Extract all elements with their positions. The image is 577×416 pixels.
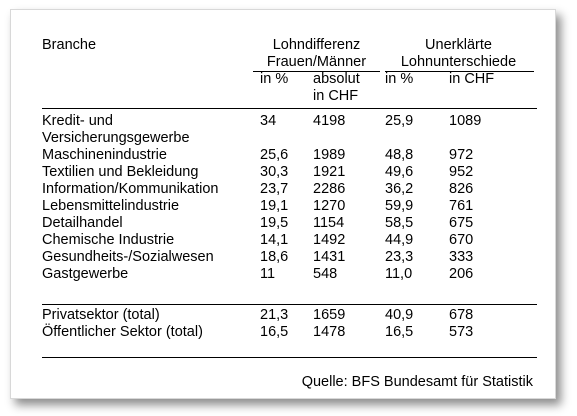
cell-branche: Maschinenindustrie [42, 147, 167, 163]
subheader-pct-1: in % [260, 71, 289, 87]
cell-abs: 1921 [313, 164, 346, 180]
header-frauen-maenner: Frauen/Männer [266, 54, 367, 70]
total-row [42, 324, 537, 341]
rule-under-lohndifferenz [253, 71, 380, 72]
cell-pct: 19,1 [260, 198, 289, 214]
cell-u-chf: 826 [449, 181, 474, 197]
cell-u-pct: 49,6 [385, 164, 414, 180]
table-row [42, 249, 537, 266]
cell-pct: 30,3 [260, 164, 289, 180]
wage-difference-table [42, 37, 537, 390]
header-row-2 [42, 54, 537, 71]
cell-abs: 1431 [313, 249, 346, 265]
cell-branche: Lebensmittelindustrie [42, 198, 180, 214]
total-row [42, 307, 537, 324]
cell-u-chf: 761 [449, 198, 474, 214]
table-row [42, 181, 537, 198]
subheader-row-1 [42, 71, 537, 88]
cell-u-chf: 206 [449, 266, 474, 282]
cell-branche: Textilien und Bekleidung [42, 164, 199, 180]
table-row [42, 198, 537, 215]
cell-branche: Privatsektor (total) [42, 307, 160, 323]
cell-u-pct: 16,5 [385, 324, 414, 340]
cell-u-chf: 952 [449, 164, 474, 180]
cell-abs: 548 [313, 266, 338, 282]
table-row [42, 113, 537, 147]
cell-u-chf: 1089 [449, 113, 482, 129]
table-row [42, 232, 537, 249]
subheader-row-2 [42, 88, 537, 105]
cell-pct: 14,1 [260, 232, 289, 248]
cell-pct: 19,5 [260, 215, 289, 231]
header-unerklaert: Unerklärte [425, 37, 492, 53]
cell-u-chf: 573 [449, 324, 474, 340]
cell-abs: 1492 [313, 232, 346, 248]
cell-u-pct: 40,9 [385, 307, 414, 323]
cell-branche: Gesundheits-/Sozialwesen [42, 249, 214, 265]
cell-u-pct: 58,5 [385, 215, 414, 231]
header-lohndifferenz: Lohndifferenz [272, 37, 361, 53]
cell-branche: Detailhandel [42, 215, 123, 231]
cell-u-chf: 333 [449, 249, 474, 265]
table-card [10, 9, 556, 399]
cell-abs: 1989 [313, 147, 346, 163]
cell-abs: 2286 [313, 181, 346, 197]
cell-pct: 16,5 [260, 324, 289, 340]
cell-abs: 1270 [313, 198, 346, 214]
cell-u-pct: 11,0 [385, 266, 413, 282]
cell-pct: 34 [260, 113, 277, 129]
table-row [42, 215, 537, 232]
subheader-absolut: absolut [313, 71, 360, 87]
cell-u-pct: 44,9 [385, 232, 414, 248]
cell-branche: Gastgewerbe [42, 266, 129, 282]
cell-abs: 1478 [313, 324, 346, 340]
cell-u-chf: 675 [449, 215, 474, 231]
rule-above-totals [42, 304, 537, 305]
cell-u-chf: 678 [449, 307, 474, 323]
source-note: Quelle: BFS Bundesamt für Statistik [301, 374, 533, 390]
cell-u-pct: 23,3 [385, 249, 414, 265]
cell-abs: 1659 [313, 307, 346, 323]
header-branche: Branche [42, 37, 97, 53]
subheader-pct-2: in % [385, 71, 414, 87]
cell-branche: Information/Kommunikation [42, 181, 219, 197]
header-lohnunterschiede: Lohnunterschiede [400, 54, 517, 70]
cell-pct: 25,6 [260, 147, 289, 163]
cell-u-pct: 48,8 [385, 147, 414, 163]
header-row-1 [42, 37, 537, 54]
cell-u-chf: 670 [449, 232, 474, 248]
table-row [42, 266, 537, 283]
cell-branche: Öffentlicher Sektor (total) [42, 324, 203, 340]
cell-abs: 1154 [313, 215, 345, 231]
rule-above-source [42, 357, 537, 358]
cell-pct: 21,3 [260, 307, 289, 323]
cell-pct: 18,6 [260, 249, 289, 265]
table-row [42, 164, 537, 181]
table-row [42, 147, 537, 164]
cell-branche: Kredit- und Versicherungsgewerbe [42, 113, 190, 146]
rule-under-header [42, 108, 537, 109]
cell-pct: 11 [260, 266, 276, 282]
cell-u-pct: 36,2 [385, 181, 414, 197]
subheader-chf: in CHF [449, 71, 495, 87]
cell-branche: Chemische Industrie [42, 232, 175, 248]
rule-under-unerklaert [385, 71, 534, 72]
cell-abs: 4198 [313, 113, 346, 129]
cell-u-chf: 972 [449, 147, 474, 163]
cell-u-pct: 25,9 [385, 113, 414, 129]
cell-u-pct: 59,9 [385, 198, 414, 214]
cell-pct: 23,7 [260, 181, 289, 197]
subheader-in-chf: in CHF [313, 88, 359, 104]
